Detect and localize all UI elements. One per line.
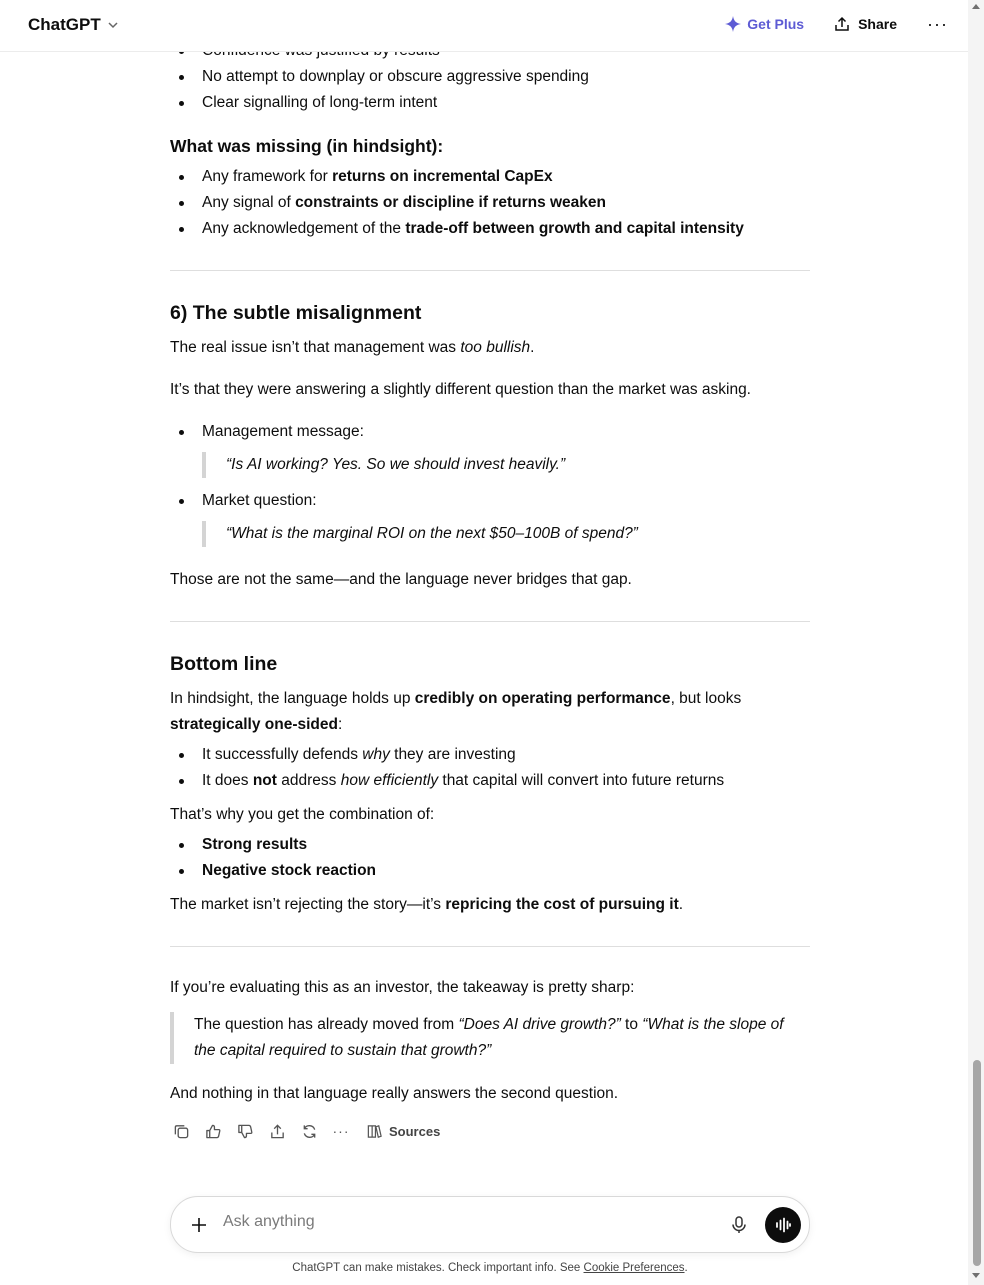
paragraph: The market isn’t rejecting the story—it’s repricing the cost of pursuing it. [170, 896, 684, 913]
paragraph: And nothing in that language really answers the second question. [170, 1085, 619, 1102]
list-item: Clear signalling of long-term intent [170, 90, 810, 116]
paragraph: In hindsight, the language holds up credibly on operating performance, but looks strategically one-sided: [170, 690, 742, 733]
plus-icon[interactable] [187, 1213, 211, 1237]
list-item: It does not address how efficiently that capital will convert into future returns [170, 768, 810, 794]
divider [170, 946, 810, 947]
sources-button[interactable] [366, 1123, 440, 1140]
regenerate-icon[interactable] [298, 1120, 320, 1142]
combo-list [170, 832, 810, 884]
more-actions-icon[interactable]: ··· [332, 1123, 350, 1139]
message-actions [170, 1120, 440, 1142]
scrollbar-thumb[interactable] [973, 1060, 981, 1266]
copy-icon[interactable] [170, 1120, 192, 1142]
list-item: Management message: “Is AI working? Yes. So we should invest heavily.” [170, 419, 810, 478]
list-item: Any framework for returns on incremental CapEx [170, 164, 810, 190]
divider [170, 270, 810, 271]
takeaway-quote: The question has already moved from “Does AI drive growth?” to “What is the slope of the capital required to sustain that growth?” [170, 1012, 810, 1064]
paragraph: Those are not the same—and the language never bridges that gap. [170, 571, 632, 588]
get-plus-label: Get Plus [747, 16, 805, 32]
quote: “Is AI working? Yes. So we should invest heavily.” [202, 452, 810, 478]
section-heading: 6) The subtle misalignment [170, 302, 422, 324]
missing-heading: What was missing (in hindsight): [170, 136, 444, 156]
voice-mode-button[interactable] [765, 1207, 801, 1243]
list-item: Strong results [170, 832, 810, 858]
divider [170, 621, 810, 622]
model-selector[interactable] [28, 15, 119, 35]
list-item: No attempt to downplay or obscure aggressive spending [170, 64, 810, 90]
list-item: It successfully defends why they are investing [170, 742, 810, 768]
waveform-icon [774, 1216, 792, 1234]
share-icon [834, 16, 850, 32]
more-options-icon[interactable]: ··· [927, 13, 948, 34]
brand-label: ChatGPT [28, 15, 101, 34]
share-button[interactable] [828, 12, 903, 36]
sparkle-icon [725, 16, 741, 32]
composer [170, 1196, 810, 1253]
chevron-down-icon [107, 19, 119, 31]
scroll-down-arrow[interactable] [972, 1273, 980, 1278]
disclaimer: ChatGPT can make mistakes. Check important info. See Cookie Preferences. [292, 1262, 688, 1274]
microphone-icon[interactable] [729, 1215, 751, 1237]
share-label: Share [858, 16, 898, 32]
list-item: Market question: “What is the marginal ROI on the next $50–100B of spend?” [170, 488, 810, 547]
paragraph: If you’re evaluating this as an investor, the takeaway is pretty sharp: [170, 979, 635, 996]
thumbs-up-icon[interactable] [202, 1120, 224, 1142]
top-bar [0, 0, 968, 52]
scroll-up-arrow[interactable] [972, 4, 980, 9]
thumbs-down-icon[interactable] [234, 1120, 256, 1142]
quote: “What is the marginal ROI on the next $50–100B of spend?” [202, 521, 810, 547]
paragraph: That’s why you get the combination of: [170, 806, 435, 823]
ask-input[interactable] [223, 1213, 723, 1231]
book-icon [366, 1123, 383, 1140]
list-item: Negative stock reaction [170, 858, 810, 884]
get-plus-button[interactable] [719, 12, 810, 36]
section-heading: Bottom line [170, 653, 278, 675]
list-item: Any signal of constraints or discipline if returns weaken [170, 190, 810, 216]
paragraph: The real issue isn’t that management was too bullish. [170, 339, 535, 356]
cookie-preferences-link[interactable]: Cookie Preferences [583, 1262, 685, 1274]
bottom-list [170, 742, 810, 794]
list-item: Any acknowledgement of the trade-off between growth and capital intensity [170, 216, 810, 242]
paragraph: It’s that they were answering a slightly different question than the market was asking. [170, 381, 751, 398]
message-list [170, 419, 810, 547]
share-message-icon[interactable] [266, 1120, 288, 1142]
sources-label: Sources [389, 1123, 441, 1139]
missing-list [170, 164, 810, 242]
